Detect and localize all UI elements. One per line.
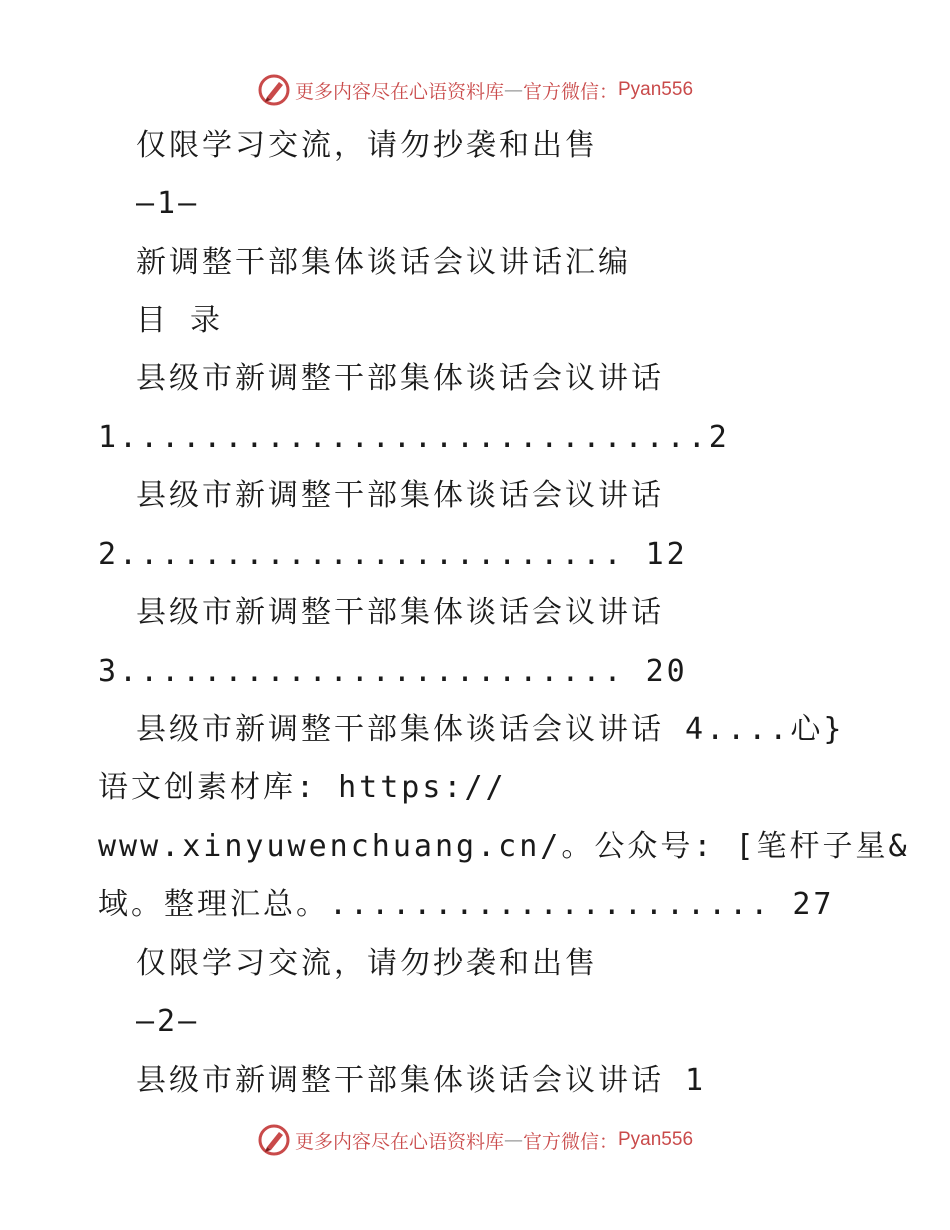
toc-entry-leader: 3........................ 20: [98, 654, 688, 689]
watermark-separator: —: [503, 79, 523, 101]
watermark-wechat-label: 官方微信：: [522, 80, 618, 103]
watermark-site-text: 更多内容尽在心语资料库: [294, 1130, 504, 1153]
section-heading: 县级市新调整干部集体谈话会议讲话 1: [136, 1063, 707, 1098]
disclaimer-line: 仅限学习交流，请勿抄袭和出售: [136, 946, 598, 981]
watermark-banner-bottom: [0, 1120, 950, 1160]
toc-entry-title: 县级市新调整干部集体谈话会议讲话: [136, 595, 664, 630]
page-number: —2—: [136, 1004, 200, 1039]
watermark-site-text: 更多内容尽在心语资料库: [294, 80, 504, 103]
watermark-banner-top: [0, 70, 950, 110]
toc-heading: 目 录: [136, 303, 224, 338]
toc-entry-title: 县级市新调整干部集体谈话会议讲话: [136, 478, 664, 513]
promo-text-line: www.xinyuwenchuang.cn/。公众号: [笔杆子星&: [98, 829, 910, 864]
toc-entry-leader: 1............................2: [98, 420, 730, 455]
watermark-separator: —: [503, 1129, 523, 1151]
page-number: —1—: [136, 186, 200, 221]
watermark-wechat-id: Pyan556: [618, 1129, 694, 1150]
watermark-wechat-label: 官方微信：: [522, 1130, 618, 1153]
disclaimer-line: 仅限学习交流，请勿抄袭和出售: [136, 128, 598, 163]
toc-entry-leader: 2........................ 12: [98, 537, 688, 572]
toc-entry-title: 县级市新调整干部集体谈话会议讲话: [136, 361, 664, 396]
watermark-wechat-id: Pyan556: [618, 79, 694, 100]
toc-entry-leader: 域。整理汇总。..................... 27: [98, 887, 835, 922]
promo-text-line: 语文创素材库: https://: [98, 770, 507, 805]
pen-logo-icon: [257, 1123, 291, 1157]
document-title: 新调整干部集体谈话会议讲话汇编: [136, 245, 631, 280]
pen-logo-icon: [257, 73, 291, 107]
toc-entry-title: 县级市新调整干部集体谈话会议讲话 4....心}: [136, 712, 845, 747]
